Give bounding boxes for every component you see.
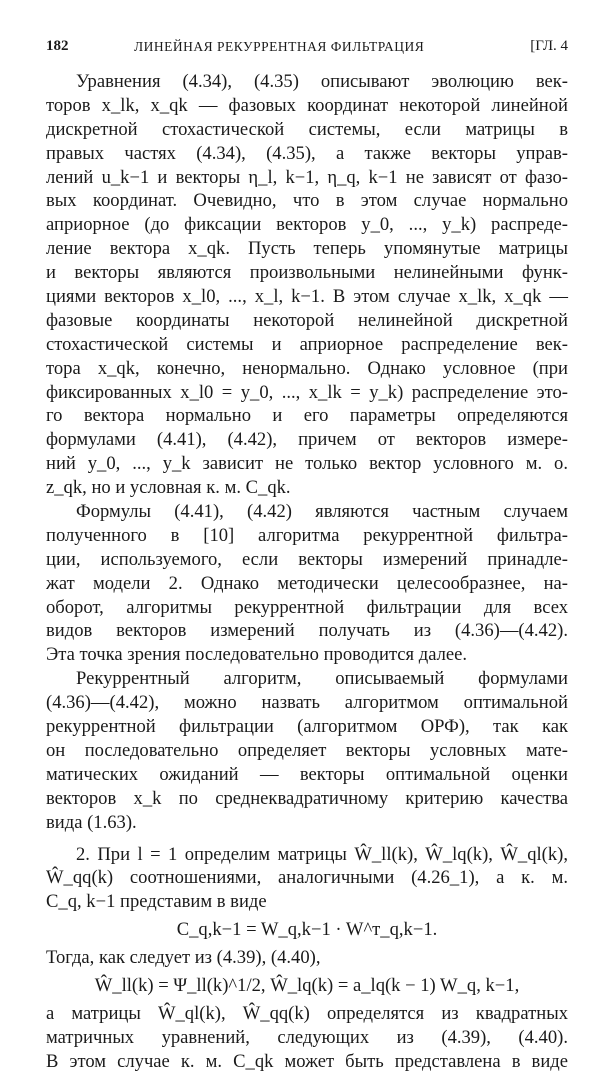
text-line: априорное (до фиксации векторов y_0, ..., y_k) распреде- — [46, 214, 568, 236]
text-line: правых частях (4.34), (4.35), а также векторы управ- — [46, 142, 568, 164]
text-line: В этом случае к. м. C_qk может быть представлена в виде — [46, 1050, 569, 1072]
text-line: 2. При l = 1 определим матрицы Ŵ_ll(k), Ŵ_lq(k), Ŵ_ql(k), — [76, 843, 568, 865]
page-body — [46, 70, 568, 1074]
text-line: фиксированных x_l0 = y_0, ..., x_lk = y_k) распределение это- — [46, 381, 568, 403]
text-line: матических ожиданий — векторы оптимальной оценки — [46, 763, 568, 785]
text-line: Эта точка зрения последовательно проводится далее. — [46, 644, 468, 666]
chapter-marker: [ГЛ. 4 — [530, 38, 568, 54]
text-line: он последовательно определяет векторы условных мате- — [46, 739, 568, 761]
text-line: оборот, алгоритмы рекуррентной фильтрации для всех — [46, 596, 568, 618]
text-line: дискретной стохастической системы, если матрицы в — [46, 118, 568, 140]
page-number: 182 — [46, 38, 69, 54]
text-line: стохастической системы и априорное распределение век- — [46, 333, 568, 355]
text-line: формулами (4.41), (4.42), причем от векторов измере- — [46, 429, 568, 451]
text-line: го вектора нормально и его параметры определяются — [46, 405, 568, 427]
text-line: циями векторов x_l0, ..., x_l, k−1. В этом случае x_lk, x_qk — — [46, 286, 568, 308]
text-line: Ŵ_qq(k) соотношениями, аналогичными (4.26_1), а к. м. — [46, 867, 568, 889]
text-line: а матрицы Ŵ_ql(k), Ŵ_qq(k) определятся из квадратных — [46, 1003, 568, 1025]
text-line: жат модели 2. Однако методически целесообразнее, на- — [46, 572, 568, 594]
text-line: рекуррентной фильтрации (алгоритмом ОРФ), так как — [46, 716, 568, 738]
text-line: (4.36)—(4.42), можно назвать алгоритмом оптимальной — [46, 692, 568, 714]
text-line: тора x_qk, конечно, ненормально. Однако условное (при — [46, 357, 568, 379]
text-line: полученного в [10] алгоритма рекуррентной фильтра- — [46, 524, 568, 546]
text-line: C_q, k−1 представим в виде — [46, 891, 267, 913]
text-line: вида (1.63). — [46, 811, 137, 833]
paragraph — [46, 843, 568, 1074]
paragraph-gap — [46, 835, 568, 843]
text-line: Формулы (4.41), (4.42) являются частным случаем — [76, 501, 568, 523]
text-line: вых координат. Очевидно, что в этом случае нормально — [46, 190, 568, 212]
paragraph — [46, 667, 568, 834]
text-line: лений u_k−1 и векторы η_l, k−1, η_q, k−1 не зависят от фазо- — [46, 166, 568, 188]
running-header — [46, 38, 568, 62]
paragraph — [46, 70, 568, 500]
text-line: фазовые координаты некоторой нелинейной дискретной — [46, 309, 568, 331]
text-line: Тогда, как следует из (4.39), (4.40), — [46, 947, 321, 969]
paragraph — [46, 500, 568, 667]
text-line: ление вектора x_qk. Пусть теперь упомянутые матрицы — [46, 238, 568, 260]
text-line: z_qk, но и условная к. м. C_qk. — [46, 477, 291, 499]
text-line: и векторы являются произвольными нелинейными функ- — [46, 262, 568, 284]
text-line: матричных уравнений, следующих из (4.39), (4.40). — [46, 1026, 568, 1048]
text-line: Рекуррентный алгоритм, описываемый формулами — [76, 668, 568, 690]
text-line: видов векторов измерений получать из (4.36)—(4.42). — [46, 620, 568, 642]
text-line: ний y_0, ..., y_k зависит не только вектор условного м. о. — [46, 453, 568, 475]
running-title: ЛИНЕЙНАЯ РЕКУРРЕНТНАЯ ФИЛЬТРАЦИЯ — [134, 39, 425, 54]
text-line: торов x_lk, x_qk — фазовых координат некоторой линейной — [46, 94, 568, 116]
formula-line: Ŵ_ll(k) = Ψ_ll(k)^1/2, Ŵ_lq(k) = a_lq(k − 1) W_q, k−1, — [94, 975, 520, 997]
text-line: ции, используемого, если векторы измерений принадле- — [46, 548, 568, 570]
text-line: Уравнения (4.34), (4.35) описывают эволюцию век- — [76, 71, 568, 92]
text-line: векторов x_k по среднеквадратичному критерию качества — [46, 787, 568, 809]
formula-line: C_q,k−1 = W_q,k−1 · W^т_q,k−1. — [176, 919, 438, 941]
